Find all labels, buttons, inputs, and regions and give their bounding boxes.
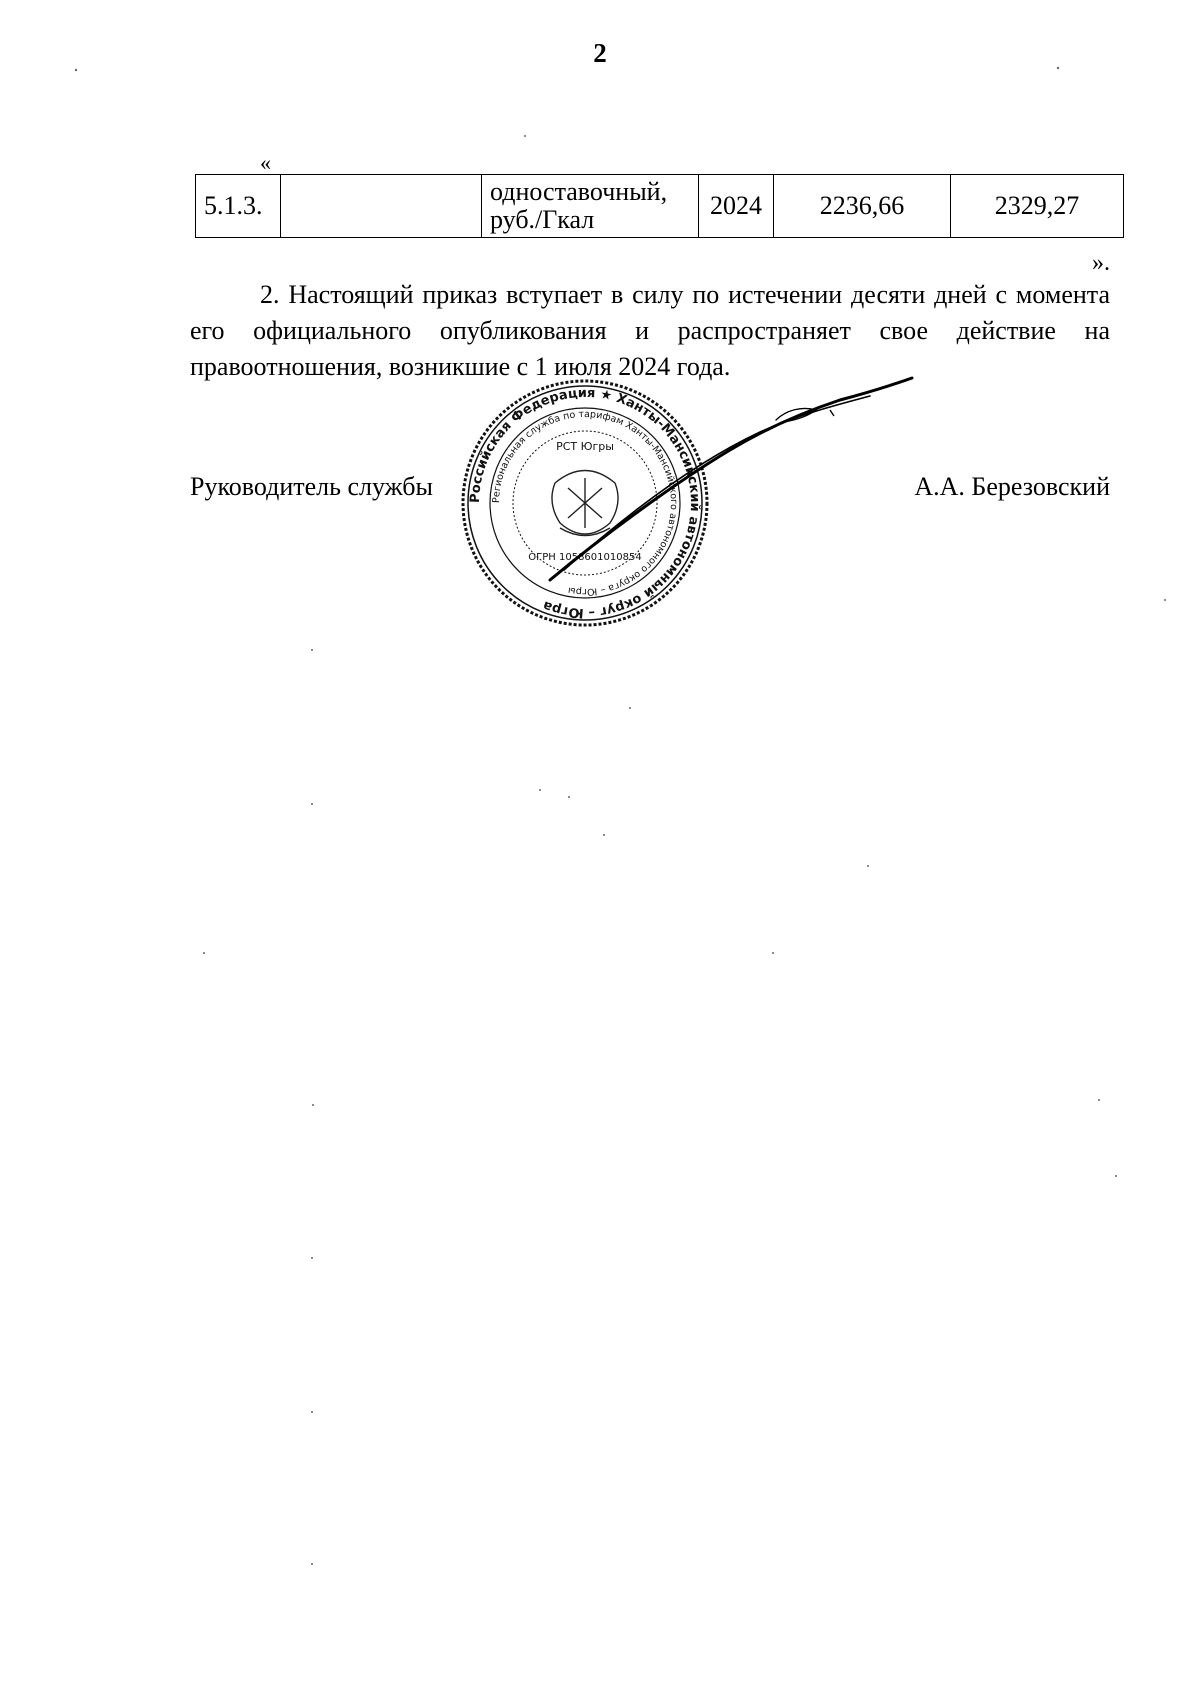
closing-quote-mark: ». [1092, 250, 1110, 276]
unit-line-2: руб./Гкал [490, 205, 595, 234]
page-number: 2 [593, 38, 607, 68]
row-value-1-cell: 2236,66 [774, 175, 951, 238]
svg-text:Региональная служба по тарифам: Региональная служба по тарифам Ханты-Мансийского автономного округа – Югры [490, 408, 680, 598]
svg-text:ОГРН 1058601010854: ОГРН 1058601010854 [528, 552, 642, 563]
row-year-cell: 2024 [699, 175, 774, 238]
unit-line-1: одноставочный, [490, 177, 668, 206]
signer-title: Руководитель службы [190, 472, 433, 501]
order-paragraph: 2. Настоящий приказ вступает в силу по истечении десяти дней с момента его официального опубликования и распространяет свое действие на правоотношения, возникшие с 1 июля 2024 года. [190, 280, 1110, 381]
row-value-2-cell: 2329,27 [951, 175, 1124, 238]
row-number-cell: 5.1.3. [196, 175, 281, 238]
svg-text:РСТ Югры: РСТ Югры [556, 440, 614, 453]
opening-quote-mark: « [260, 150, 271, 175]
svg-text:Российская Федерация ★ Ханты-М: Российская Федерация ★ Ханты-Мансийский автономный округ – Югра [467, 385, 703, 621]
signer-name: А.А. Березовский [914, 472, 1110, 501]
